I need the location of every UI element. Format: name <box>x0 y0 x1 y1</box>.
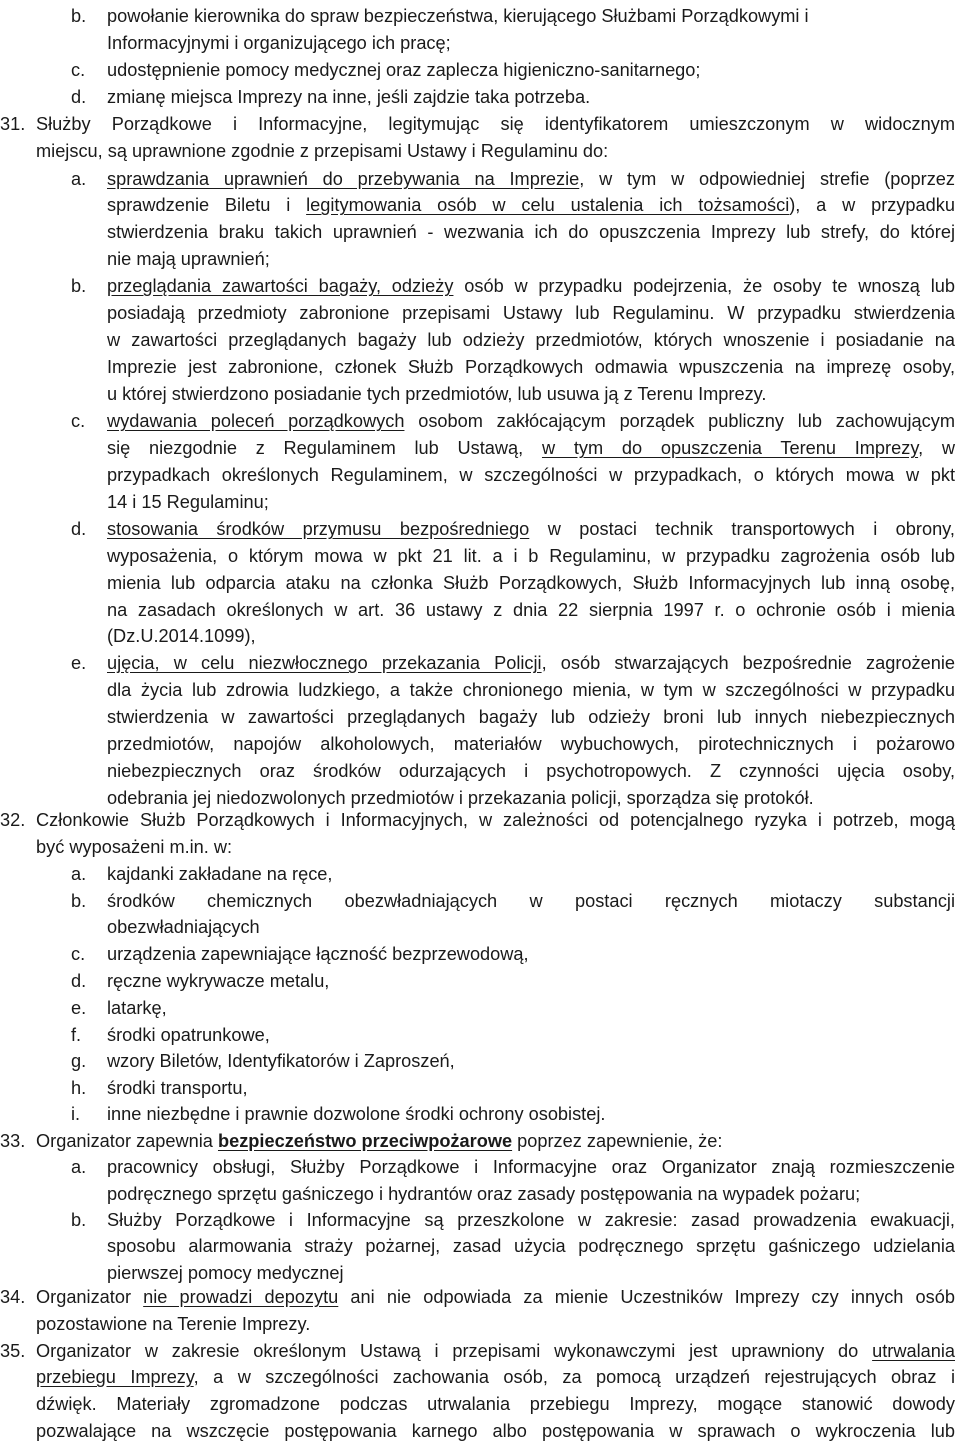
text-segment: , w <box>918 438 955 458</box>
list-label: g. <box>71 1051 87 1071</box>
text-segment: dla życia lub zdrowia ludzkiego, a także chronionego mienia, w tym w szczególności w przypadku <box>107 680 955 700</box>
text-line <box>107 327 955 353</box>
text-segment: wzory Biletów, Identyfikatorów i Zaproszeń, <box>107 1051 455 1071</box>
underlined-text: sprawdzania uprawnień do przebywania na Imprezie <box>107 169 580 189</box>
text-line <box>107 1048 455 1074</box>
text-line <box>107 381 766 407</box>
text-segment: kajdanki zakładane na ręce, <box>107 864 333 884</box>
text-segment: niebezpiecznych oraz środków odurzających i psychotropowych. Z czynności ujęcia osoby, <box>107 761 955 781</box>
list-label: 34. <box>0 1287 26 1307</box>
list-label: c. <box>71 944 86 964</box>
text-segment: Imprezie jest zabronione, członek Służb Porządkowych odmawia wpuszczenia na imprezę osoby, <box>107 357 955 377</box>
text-segment: pozostawione na Terenie Imprezy. <box>36 1314 311 1334</box>
text-line <box>36 1364 955 1390</box>
text-segment: pracownicy obsługi, Służby Porządkowe i Informacyjne oraz Organizator znają rozmieszczenie <box>107 1157 955 1177</box>
text-segment: urządzenia zapewniające łączność bezprzewodową, <box>107 944 529 964</box>
text-segment: mienia lub odparcia ataku na członka Służb Porządkowych, Służb Informacyjnych lub inną osobę, <box>107 573 955 593</box>
list-label: i. <box>71 1104 81 1124</box>
text-segment: pierwszej pomocy medycznej <box>107 1263 344 1283</box>
text-segment: podręcznego sprzętu gaśniczego i hydrantów oraz zasady postępowania na wypadek pożaru; <box>107 1184 861 1204</box>
text-line <box>107 462 955 488</box>
text-segment: posiadają przedmioty zabronione przepisami Ustawy lub Regulaminu. W przypadku stwierdzenia <box>107 303 955 323</box>
text-line <box>36 807 955 833</box>
text-line <box>107 995 167 1021</box>
text-line <box>107 861 332 887</box>
text-line <box>107 246 270 272</box>
text-segment: sposobu alarmowania straży pożarnej, zasad użycia podręcznego sprzętu gaśniczego udzielania <box>107 1236 955 1256</box>
text-line <box>36 138 608 164</box>
text-line <box>107 888 955 914</box>
text-segment: przypadkach określonych Regulaminem, w szczególności w przypadkach, o których mowa w pkt <box>107 465 955 485</box>
underlined-text: nie prowadzi depozytu <box>143 1287 339 1307</box>
text-segment: Organizator w zakresie określonym Ustawą i przepisami wykonawczymi jest uprawniony do <box>36 1341 873 1361</box>
text-line <box>107 914 260 940</box>
text-line <box>36 1311 310 1337</box>
list-label: c. <box>71 411 86 431</box>
list-label: f. <box>71 1025 82 1045</box>
text-line <box>107 30 451 56</box>
underlined-text: bezpieczeństwo przeciwpożarowe <box>217 1131 513 1151</box>
text-segment: się niezgodnie z Regulaminem lub Ustawą, <box>107 438 542 458</box>
text-line <box>107 597 955 623</box>
text-line <box>36 1128 722 1154</box>
text-segment: środki opatrunkowe, <box>107 1025 270 1045</box>
text-segment: 14 i 15 Regulaminu; <box>107 492 269 512</box>
text-segment: Informacyjnymi i organizującego ich pracę; <box>107 33 451 53</box>
text-line <box>36 1391 955 1417</box>
text-line <box>107 489 269 515</box>
text-segment: Organizator zapewnia <box>36 1131 218 1151</box>
text-segment: przedmiotów, napojów alkoholowych, materiałów wybuchowych, pirotechnicznych i pożarowo <box>107 734 955 754</box>
text-segment: stwierdzenia braku takich uprawnień - wezwania ich do opuszczenia Imprezy lub strefy, do której <box>107 222 955 242</box>
text-line <box>36 1338 955 1364</box>
text-segment: Służby Porządkowe i Informacyjne, legitymując się identyfikatorem umieszczonym w widocznym <box>36 114 955 134</box>
list-label: 33. <box>0 1131 26 1151</box>
text-line <box>107 1181 860 1207</box>
text-segment: inne niezbędne i prawnie dozwolone środki ochrony osobistej. <box>107 1104 606 1124</box>
text-segment: ręczne wykrywacze metalu, <box>107 971 330 991</box>
underlined-text: ujęcia, w celu niezwłocznego przekazania Policji <box>107 653 542 673</box>
text-segment: Organizator <box>36 1287 144 1307</box>
text-segment: obezwładniających <box>107 917 260 937</box>
text-line <box>107 1075 248 1101</box>
list-label: 31. <box>0 114 26 134</box>
text-line <box>107 435 955 461</box>
text-line <box>107 516 955 542</box>
text-segment: , a w szczególności zachowania osób, za pomocą urządzeń rejestrujących obraz i <box>193 1367 955 1387</box>
text-line <box>107 623 256 649</box>
list-label: b. <box>71 6 87 26</box>
text-segment: , osób stwarzających bezpośrednie zagrożenie <box>541 653 955 673</box>
text-segment: na zasadach określonych w art. 36 ustawy z dnia 22 sierpnia 1997 r. o ochronie osób i mienia <box>107 600 955 620</box>
text-segment: wyposażenia, o którym mowa w pkt 21 lit. a i b Regulaminu, w przypadku zagrożenia osób lub <box>107 546 955 566</box>
text-line <box>107 1022 270 1048</box>
text-line <box>107 192 955 218</box>
list-label: b. <box>71 276 87 296</box>
text-segment: sprawdzenie Biletu i <box>107 195 307 215</box>
text-line <box>107 1260 344 1286</box>
text-line <box>107 84 590 110</box>
text-line <box>107 166 955 192</box>
underlined-text: w tym do opuszczenia Terenu Imprezy <box>541 438 919 458</box>
text-line <box>36 111 955 137</box>
text-segment: stwierdzenia w zawartości przeglądanych bagaży lub odzieży broni lub innych niebezpiecznych <box>107 707 955 727</box>
text-line <box>107 543 955 569</box>
text-segment: środków chemicznych obezwładniających w postaci ręcznych miotaczy substancji <box>107 891 955 911</box>
text-line <box>107 219 955 245</box>
text-segment: środki transportu, <box>107 1078 248 1098</box>
text-line <box>107 650 955 676</box>
text-segment: latarkę, <box>107 998 167 1018</box>
list-label: a. <box>71 1157 87 1177</box>
list-label: h. <box>71 1078 87 1098</box>
text-line <box>36 1418 955 1444</box>
text-segment: udostępnienie pomocy medycznej oraz zaplecza higieniczno-sanitarnego; <box>107 60 701 80</box>
text-segment: zmianę miejsca Imprezy na inne, jeśli zajdzie taka potrzeba. <box>107 87 591 107</box>
text-segment: pozwalające na wszczęcie postępowania karnego albo postępowania w sprawach o wykroczenia lub <box>36 1421 955 1441</box>
list-label: d. <box>71 87 87 107</box>
list-label: b. <box>71 891 87 911</box>
text-segment: poprzez zapewnienie, że: <box>512 1131 723 1151</box>
text-segment: w postaci technik transportowych i obrony, <box>529 519 955 539</box>
list-label: d. <box>71 519 87 539</box>
list-label: e. <box>71 998 87 1018</box>
text-line <box>107 941 529 967</box>
list-label: a. <box>71 864 87 884</box>
text-line <box>107 731 955 757</box>
text-segment: odebrania jej niedozwolonych przedmiotów i przekazania policji, sporządza się protokół. <box>107 788 814 808</box>
text-line <box>107 758 955 784</box>
text-segment: w zawartości przeglądanych bagaży lub odzieży przedmiotów, których wnoszenie i posiadanie na <box>107 330 955 350</box>
text-line <box>107 1233 955 1259</box>
text-line <box>36 1284 955 1310</box>
underlined-text: przeglądania zawartości bagaży, odzieży <box>107 276 454 296</box>
text-line <box>107 408 955 434</box>
list-label: e. <box>71 653 87 673</box>
text-segment: ), a w przypadku <box>789 195 955 215</box>
text-line <box>107 3 809 29</box>
list-label: 35. <box>0 1341 26 1361</box>
text-segment: u której stwierdzono posiadanie tych przedmiotów, lub usuwa ją z Terenu Imprezy. <box>107 384 767 404</box>
list-label: d. <box>71 971 87 991</box>
text-segment: ani nie odpowiada za mienie Uczestników Imprezy czy innych osób <box>338 1287 955 1307</box>
underlined-text: utrwalania <box>872 1341 955 1361</box>
underlined-text: stosowania środków przymusu bezpośredniego <box>107 519 530 539</box>
text-line <box>107 1154 955 1180</box>
text-line <box>107 1101 605 1127</box>
list-label: b. <box>71 1210 87 1230</box>
underlined-text: legitymowania osób w celu ustalenia ich tożsamości <box>306 195 790 215</box>
text-segment: miejscu, są uprawnione zgodnie z przepisami Ustawy i Regulaminu do: <box>36 141 609 161</box>
list-label: c. <box>71 60 86 80</box>
text-line <box>107 354 955 380</box>
text-line <box>107 570 955 596</box>
text-line <box>107 273 955 299</box>
text-segment: powołanie kierownika do spraw bezpieczeństwa, kierującego Służbami Porządkowymi i <box>107 6 809 26</box>
text-segment: być wyposażeni m.in. w: <box>36 837 233 857</box>
text-segment: osób w przypadku podejrzenia, że osoby te wnoszą lub <box>453 276 955 296</box>
text-line <box>107 704 955 730</box>
text-line <box>107 57 700 83</box>
list-label: a. <box>71 169 87 189</box>
text-segment: (Dz.U.2014.1099), <box>107 626 256 646</box>
text-segment: Członkowie Służb Porządkowych i Informacyjnych, w zależności od potencjalnego ryzyka i potrzeb, mogą <box>36 810 955 830</box>
underlined-text: wydawania poleceń porządkowych <box>107 411 405 431</box>
text-segment: Służby Porządkowe i Informacyjne są przeszkolone w zakresie: zasad prowadzenia ewakuacji, <box>107 1210 955 1230</box>
underlined-text: przebiegu Imprezy <box>36 1367 194 1387</box>
text-segment: nie mają uprawnień; <box>107 249 270 269</box>
text-segment: dźwięk. Materiały zgromadzone podczas utrwalania przebiegu Imprezy, mogące stanowić dowody <box>36 1394 955 1414</box>
text-line <box>107 677 955 703</box>
list-label: 32. <box>0 810 26 830</box>
text-line <box>107 300 955 326</box>
text-segment: osobom zakłócającym porządek publiczny lub zachowującym <box>404 411 955 431</box>
text-line <box>107 1207 955 1233</box>
text-line <box>36 834 232 860</box>
text-line <box>107 968 329 994</box>
text-segment: , w tym w odpowiedniej strefie (poprzez <box>579 169 956 189</box>
